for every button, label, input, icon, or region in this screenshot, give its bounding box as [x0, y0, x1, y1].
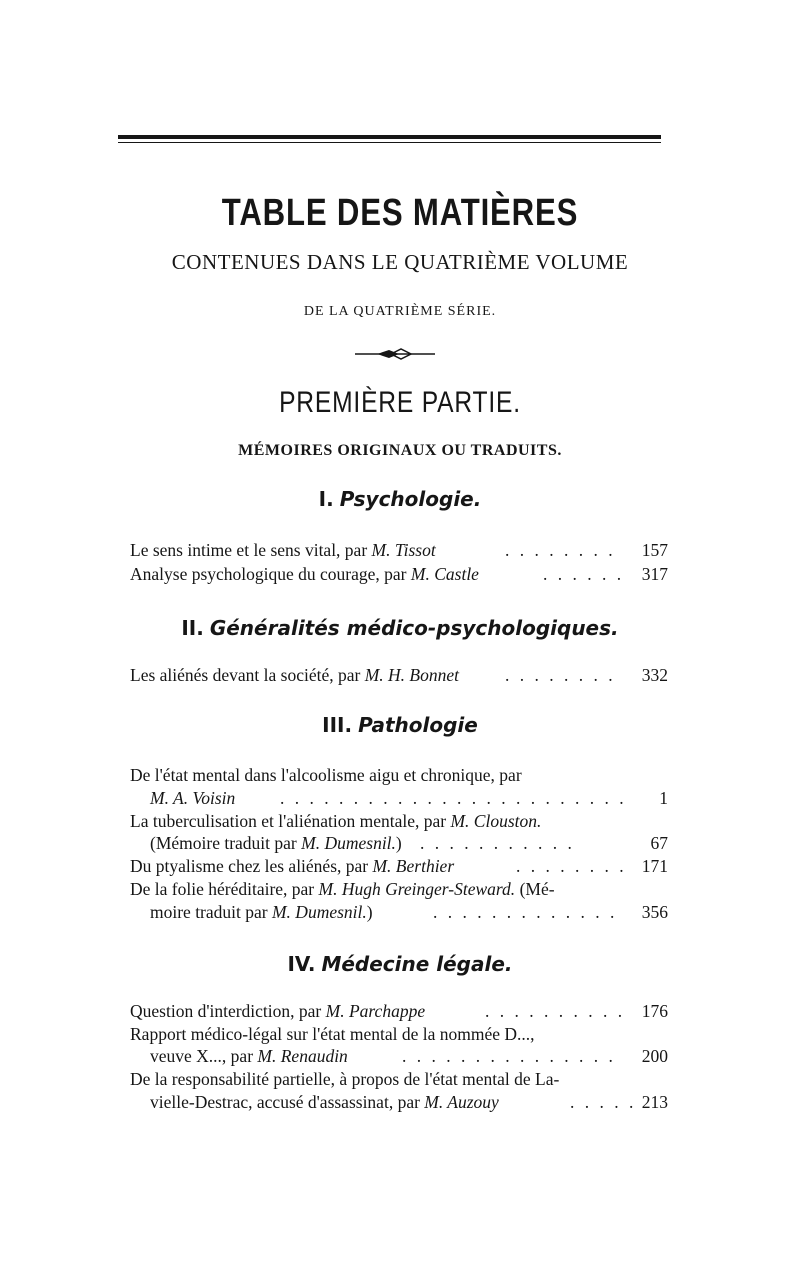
leader-dots: . . . . .: [570, 1092, 637, 1112]
top-rule: [118, 135, 661, 139]
page-number: 67: [650, 833, 668, 853]
entry-text: vielle-Destrac, accusé d'assassinat, par M. Auzouy: [150, 1092, 499, 1112]
part-title: PREMIÈRE PARTIE.: [279, 386, 521, 419]
entry-text: De l'état mental dans l'alcoolisme aigu et chronique, par: [130, 765, 522, 785]
entry-text: (Mémoire traduit par M. Dumesnil.): [150, 833, 402, 853]
page-subtitle: CONTENUES DANS LE QUATRIÈME VOLUME: [171, 250, 629, 274]
leader-dots: . . . . . . . .: [505, 665, 616, 685]
entry-text: moire traduit par M. Dumesnil.): [150, 902, 373, 922]
page-title: TABLE DES MATIÈRES: [221, 192, 579, 234]
entry-text: Les aliénés devant la société, par M. H. Bonnet: [130, 665, 459, 685]
series-subtitle: DE LA QUATRIÈME SÉRIE.: [303, 304, 497, 319]
part-subtitle: MÉMOIRES ORIGINAUX OU TRADUITS.: [238, 442, 562, 459]
section-heading-2: [0, 616, 800, 640]
page-number: 200: [641, 1046, 668, 1066]
page-number: 171: [641, 856, 668, 876]
page-number: 356: [641, 902, 668, 922]
entry-text: Analyse psychologique du courage, par M. Castle: [130, 564, 479, 584]
leader-dots: . . . . . . . . . . .: [420, 833, 575, 853]
page-number: 213: [641, 1092, 668, 1112]
entry-text: De la folie héréditaire, par M. Hugh Greinger-Steward. (Mé-: [130, 879, 555, 899]
section-name: Pathologie: [358, 713, 478, 737]
top-rule-thin: [118, 142, 661, 143]
entry-text: Le sens intime et le sens vital, par M. Tissot: [130, 540, 436, 560]
page-number: 157: [641, 540, 668, 560]
entry-text: veuve X..., par M. Renaudin: [150, 1046, 348, 1066]
section-name: Psychologie.: [339, 487, 482, 511]
leader-dots: . . . . . . . .: [505, 540, 616, 560]
page-number: 332: [641, 665, 668, 685]
leader-dots: . . . . . .: [543, 564, 625, 584]
entry-text: Rapport médico-légal sur l'état mental de la nommée D...,: [130, 1024, 535, 1044]
ornament-icon: [355, 345, 435, 361]
leader-dots: . . . . . . . . . .: [485, 1001, 626, 1021]
section-name: Généralités médico-psychologiques.: [209, 616, 619, 640]
leader-dots: . . . . . . . .: [516, 856, 627, 876]
leader-dots: . . . . . . . . . . . . . . .: [402, 1046, 616, 1066]
page-number: 317: [641, 564, 668, 584]
section-number: I.: [318, 487, 334, 511]
page-number: 176: [641, 1001, 668, 1021]
entry-author: M. A. Voisin: [150, 788, 236, 808]
section-heading-1: [0, 487, 800, 511]
leader-dots: . . . . . . . . . . . . . . . . . . . . . . . .: [280, 788, 627, 808]
section-heading-3: [0, 713, 800, 737]
leader-dots: . . . . . . . . . . . . .: [433, 902, 618, 922]
page-number: 1: [659, 788, 668, 808]
entry-text: Question d'interdiction, par M. Parchappe: [130, 1001, 426, 1021]
section-heading-4: [0, 952, 800, 976]
section-number: III.: [322, 713, 353, 737]
entry-text: Du ptyalisme chez les aliénés, par M. Berthier: [130, 856, 455, 876]
section-number: IV.: [287, 952, 316, 976]
entry-text: La tuberculisation et l'aliénation mentale, par M. Clouston.: [130, 811, 542, 831]
section-number: II.: [181, 616, 204, 640]
section-name: Médecine légale.: [321, 952, 513, 976]
entry-text: De la responsabilité partielle, à propos de l'état mental de La-: [130, 1069, 560, 1089]
